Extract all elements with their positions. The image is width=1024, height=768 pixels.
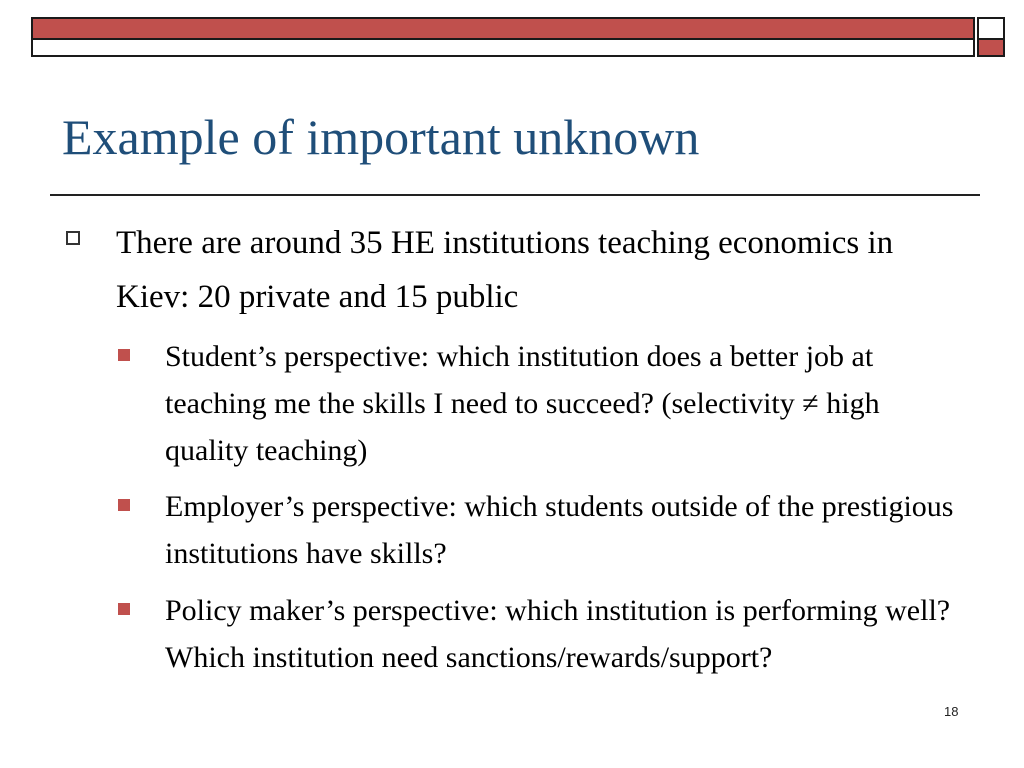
bullet-level2-item (118, 334, 958, 474)
bullet-level2-text: Employer’s perspective: which students outside of the prestigious institutions have skills? (165, 490, 954, 570)
title-divider (50, 194, 980, 196)
bullet-level2-text: Policy maker’s perspective: which institution is performing well? Which institution need sanctions/rewards/support? (165, 594, 951, 674)
header-corner-box-bottom (977, 40, 1005, 57)
filled-square-bullet-icon (118, 349, 130, 361)
bullet-level2-item (118, 588, 958, 682)
bullet-level1-text: There are around 35 HE institutions teaching economics in Kiev: 20 private and 15 public (116, 225, 894, 316)
bullet-level2-item (118, 484, 958, 578)
filled-square-bullet-icon (118, 499, 130, 511)
hollow-square-bullet-icon (66, 231, 80, 245)
header-frame-bar (31, 40, 975, 57)
bullet-level1-item (66, 216, 926, 324)
slide-title: Example of important unknown (62, 109, 700, 165)
header-corner-box-top (977, 17, 1005, 40)
filled-square-bullet-icon (118, 603, 130, 615)
page-number: 18 (944, 704, 959, 719)
bullet-level2-text: Student’s perspective: which institution does a better job at teaching me the skills I need to succeed? (selectivity ≠ high quality teaching) (165, 340, 880, 467)
header-accent-bar (31, 17, 975, 40)
